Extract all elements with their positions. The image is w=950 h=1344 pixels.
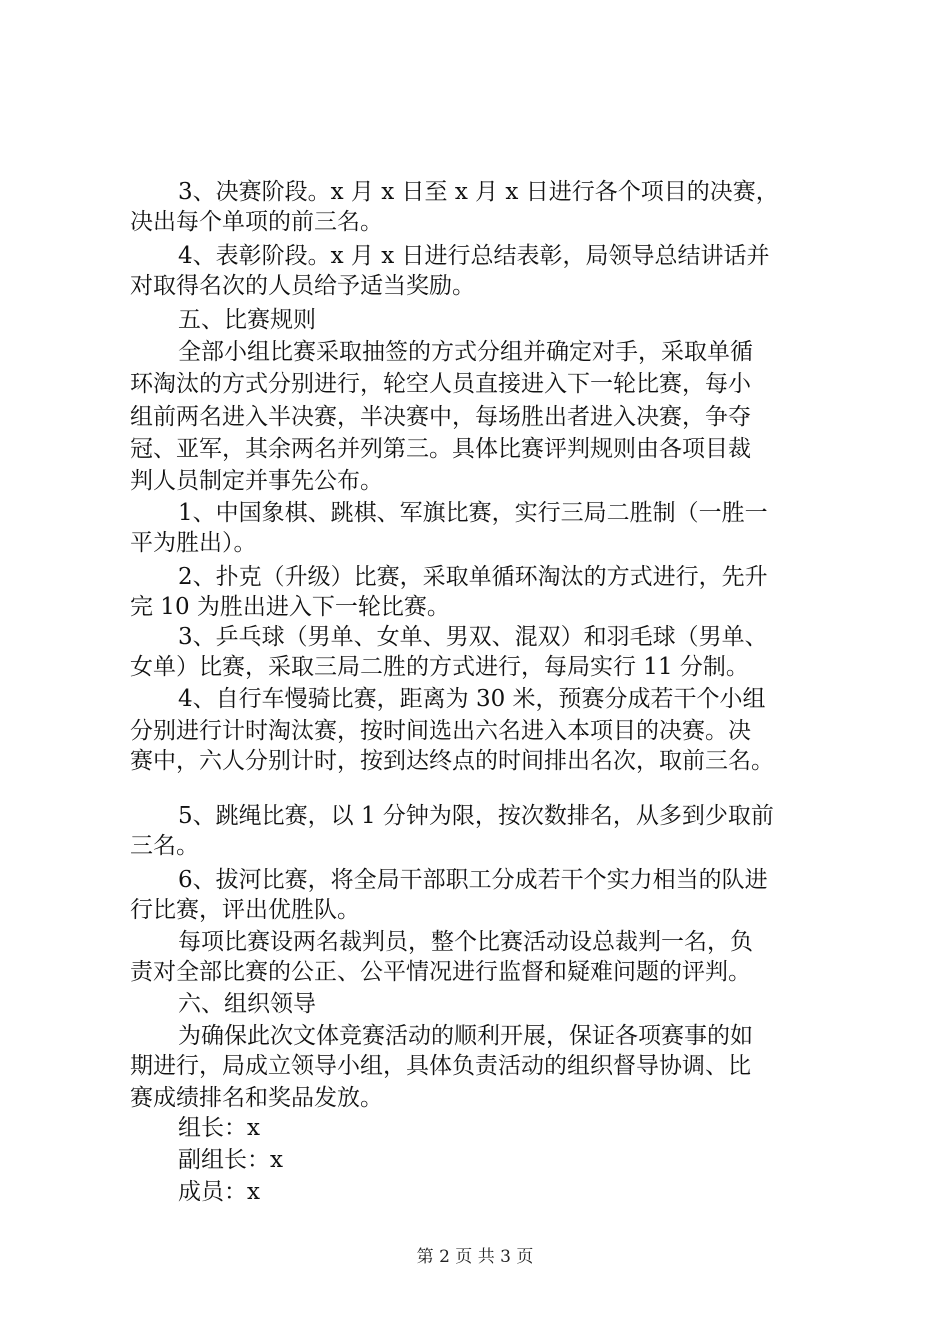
paragraph-line: 行比赛，评出优胜队。 <box>130 897 360 923</box>
paragraph-line: 成员：x <box>178 1179 260 1205</box>
paragraph-line: 三名。 <box>130 833 199 859</box>
paragraph-line: 分别进行计时淘汰赛，按时间选出六名进入本项目的决赛。决 <box>130 718 751 744</box>
paragraph-line: 1、中国象棋、跳棋、军旗比赛，实行三局二胜制（一胜一 <box>178 500 768 526</box>
paragraph-line: 对取得名次的人员给予适当奖励。 <box>130 273 475 299</box>
paragraph-line: 组前两名进入半决赛，半决赛中，每场胜出者进入决赛，争夺 <box>130 404 751 430</box>
paragraph-line: 4、自行车慢骑比赛，距离为 30 米，预赛分成若干个小组 <box>178 686 766 712</box>
paragraph-line: 决出每个单项的前三名。 <box>130 209 383 235</box>
paragraph-line: 期进行，局成立领导小组，具体负责活动的组织督导协调、比 <box>130 1053 751 1079</box>
paragraph-line: 赛中，六人分别计时，按到达终点的时间排出名次，取前三名。 <box>130 748 774 774</box>
paragraph-line: 五、比赛规则 <box>178 307 316 333</box>
paragraph-line: 组长：x <box>178 1115 260 1141</box>
paragraph-line: 责对全部比赛的公正、公平情况进行监督和疑难问题的评判。 <box>130 959 751 985</box>
paragraph-line: 4、表彰阶段。x 月 x 日进行总结表彰，局领导总结讲话并 <box>178 243 770 269</box>
paragraph-line: 女单）比赛，采取三局二胜的方式进行，每局实行 11 分制。 <box>130 654 749 680</box>
page-footer: 第 2 页 共 3 页 <box>416 1247 534 1267</box>
paragraph-line: 完 10 为胜出进入下一轮比赛。 <box>130 594 450 620</box>
paragraph-line: 判人员制定并事先公布。 <box>130 468 383 494</box>
paragraph-line: 每项比赛设两名裁判员，整个比赛活动设总裁判一名，负 <box>178 929 753 955</box>
paragraph-line: 平为胜出）。 <box>130 530 257 556</box>
paragraph-line: 全部小组比赛采取抽签的方式分组并确定对手，采取单循 <box>178 339 753 365</box>
paragraph-line: 冠、亚军，其余两名并列第三。具体比赛评判规则由各项目裁 <box>130 436 751 462</box>
paragraph-line: 3、乒乓球（男单、女单、男双、混双）和羽毛球（男单、 <box>178 624 768 650</box>
paragraph-line: 副组长：x <box>178 1147 283 1173</box>
paragraph-line: 3、决赛阶段。x 月 x 日至 x 月 x 日进行各个项目的决赛， <box>178 179 779 205</box>
paragraph-line: 6、拔河比赛，将全局干部职工分成若干个实力相当的队进 <box>178 867 768 893</box>
paragraph-line: 2、扑克（升级）比赛，采取单循环淘汰的方式进行，先升 <box>178 564 768 590</box>
paragraph-line: 环淘汰的方式分别进行，轮空人员直接进入下一轮比赛，每小 <box>130 371 751 397</box>
paragraph-line: 赛成绩排名和奖品发放。 <box>130 1085 383 1111</box>
paragraph-line: 5、跳绳比赛，以 1 分钟为限，按次数排名，从多到少取前 <box>178 803 774 829</box>
paragraph-line: 六、组织领导 <box>178 991 316 1017</box>
paragraph-line: 为确保此次文体竞赛活动的顺利开展，保证各项赛事的如 <box>178 1023 753 1049</box>
